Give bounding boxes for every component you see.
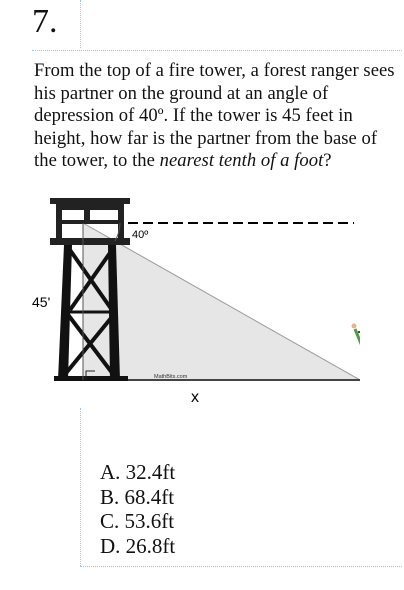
question-text-main: From the top of a fire tower, a forest ranger sees his partner on the ground at an angle of depression of 40º. If the tower is 45 feet in height, how far is the partner from the base of the tower, to the	[34, 60, 395, 171]
fire-tower-diagram	[20, 190, 360, 405]
margin-guide-vertical-top	[80, 0, 81, 48]
angle-label: 40º	[132, 229, 149, 241]
watermark-text: MathBits.com	[154, 374, 188, 380]
margin-guide-horizontal-bottom	[80, 566, 402, 567]
choice-d[interactable]: D. 26.8ft	[100, 533, 176, 558]
question-text	[34, 60, 400, 173]
margin-guide-vertical-bottom	[80, 408, 81, 566]
question-text-end: ?	[323, 150, 332, 171]
forest-ranger-icon	[352, 324, 361, 381]
height-label: 45'	[32, 294, 51, 310]
question-number: 7.	[32, 3, 58, 40]
question-text-emphasis: nearest tenth of a foot	[159, 150, 324, 171]
answer-choices	[100, 460, 175, 558]
choice-a[interactable]: A. 32.4ft	[100, 460, 176, 484]
margin-guide-horizontal-top	[32, 50, 402, 51]
choice-c[interactable]: C. 53.6ft	[100, 509, 175, 533]
base-label: x	[191, 389, 199, 405]
choice-b[interactable]: B. 68.4ft	[100, 484, 175, 509]
